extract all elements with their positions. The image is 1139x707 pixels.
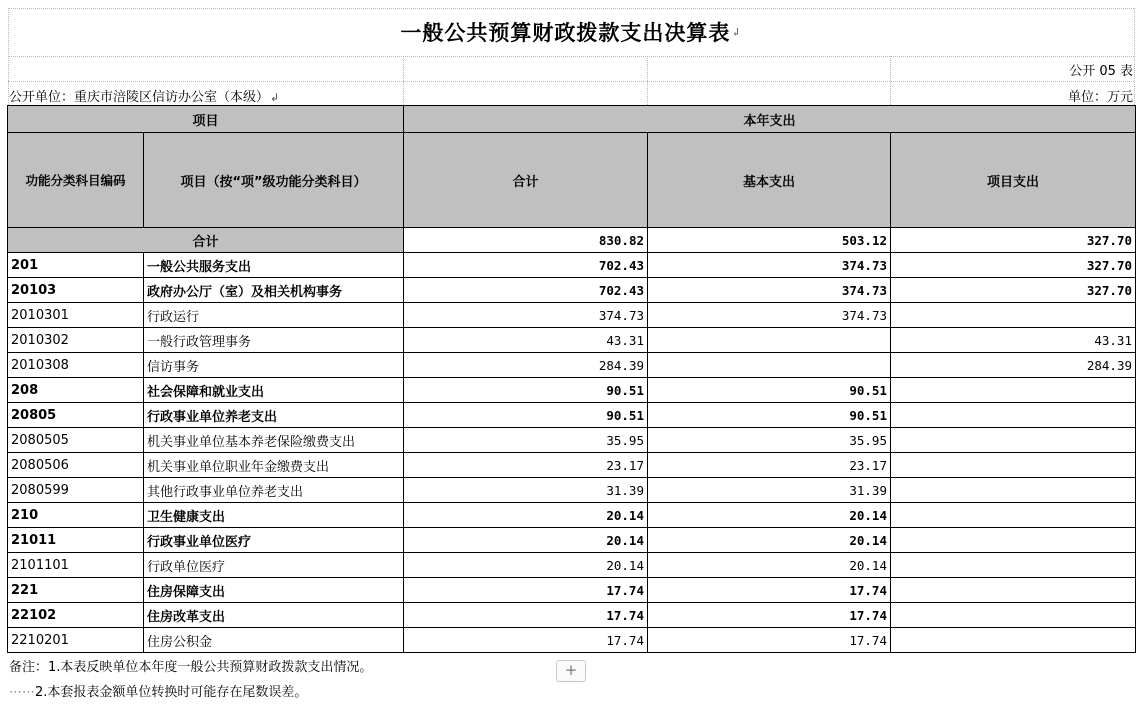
table-row [8,553,1136,578]
row-project [891,553,1136,578]
unit-line [9,86,279,105]
row-total: 43.31 [404,328,648,353]
row-code: 221 [8,578,144,603]
row-total: 374.73 [404,303,648,328]
row-project: 327.70 [891,253,1136,278]
row-name: 住房公积金 [144,628,404,653]
note-1: 备注：1.本表反映单位本年度一般公共预算财政拨款支出情况。 [9,660,373,675]
row-code: 2080506 [8,453,144,478]
row-total: 17.74 [404,578,648,603]
row-total: 23.17 [404,453,648,478]
report-title-text: 一般公共预算财政拨款支出决算表 [400,20,731,45]
row-project [891,503,1136,528]
row-basic: 17.74 [648,603,891,628]
unit-name: 重庆市涪陵区信访办公室（本级） [74,90,270,105]
row-name: 信访事务 [144,353,404,378]
row-total: 90.51 [404,378,648,403]
total-row-project: 327.70 [891,228,1136,253]
table-row [8,253,1136,278]
note-indent: ⋯⋯ [9,685,35,700]
table-row [8,403,1136,428]
header-code: 功能分类科目编码 [8,133,144,228]
total-row-total: 830.82 [404,228,648,253]
expenditure-table [7,105,1136,653]
row-name: 政府办公厅（室）及相关机构事务 [144,278,404,303]
row-project: 327.70 [891,278,1136,303]
row-code: 2010308 [8,353,144,378]
row-basic: 17.74 [648,628,891,653]
row-project [891,428,1136,453]
table-row [8,353,1136,378]
row-total: 20.14 [404,553,648,578]
row-code: 2080599 [8,478,144,503]
row-basic: 31.39 [648,478,891,503]
row-basic: 20.14 [648,503,891,528]
row-basic: 20.14 [648,553,891,578]
row-code: 21011 [8,528,144,553]
row-code: 20805 [8,403,144,428]
table-row [8,603,1136,628]
row-name: 机关事业单位基本养老保险缴费支出 [144,428,404,453]
total-row-label: 合计 [8,228,404,253]
table-row [8,478,1136,503]
row-project [891,303,1136,328]
row-code: 201 [8,253,144,278]
money-unit: 单位：万元 [1067,90,1133,105]
table-row [8,378,1136,403]
row-project [891,378,1136,403]
row-basic [648,328,891,353]
row-total: 90.51 [404,403,648,428]
table-row [8,453,1136,478]
row-name: 卫生健康支出 [144,503,404,528]
row-total: 17.74 [404,628,648,653]
table-row [8,503,1136,528]
row-code: 2010302 [8,328,144,353]
paragraph-mark: ↲ [731,25,742,39]
row-basic: 374.73 [648,278,891,303]
row-name: 社会保障和就业支出 [144,378,404,403]
row-code: 22102 [8,603,144,628]
row-total: 20.14 [404,528,648,553]
table-row [8,303,1136,328]
report-title [8,8,1134,56]
row-name: 住房保障支出 [144,578,404,603]
row-code: 2010301 [8,303,144,328]
row-name: 一般行政管理事务 [144,328,404,353]
header-basic: 基本支出 [648,133,891,228]
form-number: 公开 05 表 [1069,64,1133,79]
row-total: 702.43 [404,253,648,278]
header-item-group: 项目 [8,106,404,133]
row-project [891,403,1136,428]
row-basic [648,353,891,378]
paragraph-mark: ↲ [270,91,280,104]
row-code: 2210201 [8,628,144,653]
row-project [891,528,1136,553]
total-row [8,228,1136,253]
header-total: 合计 [404,133,648,228]
total-row-basic: 503.12 [648,228,891,253]
row-basic: 90.51 [648,403,891,428]
row-name: 行政事业单位医疗 [144,528,404,553]
row-basic: 20.14 [648,528,891,553]
row-name: 一般公共服务支出 [144,253,404,278]
row-project [891,478,1136,503]
row-total: 35.95 [404,428,648,453]
row-name: 住房改革支出 [144,603,404,628]
row-basic: 90.51 [648,378,891,403]
row-code: 208 [8,378,144,403]
row-basic: 23.17 [648,453,891,478]
unit-label: 公开单位： [9,90,75,105]
row-name: 行政运行 [144,303,404,328]
row-project: 43.31 [891,328,1136,353]
row-project [891,578,1136,603]
row-basic: 374.73 [648,303,891,328]
row-total: 702.43 [404,278,648,303]
header-spend-group: 本年支出 [404,106,1136,133]
row-project [891,603,1136,628]
note-2: 2.本套报表金额单位转换时可能存在尾数误差。 [35,685,308,700]
table-row [8,328,1136,353]
row-project: 284.39 [891,353,1136,378]
table-row [8,278,1136,303]
row-code: 2101101 [8,553,144,578]
row-basic: 35.95 [648,428,891,453]
row-total: 17.74 [404,603,648,628]
header-name: 项目（按“项”级功能分类科目） [144,133,404,228]
add-row-button[interactable]: + [556,660,586,682]
row-basic: 17.74 [648,578,891,603]
table-row [8,428,1136,453]
header-project: 项目支出 [891,133,1136,228]
row-basic: 374.73 [648,253,891,278]
row-name: 行政事业单位养老支出 [144,403,404,428]
row-code: 20103 [8,278,144,303]
table-row [8,628,1136,653]
row-project [891,628,1136,653]
row-project [891,453,1136,478]
row-total: 284.39 [404,353,648,378]
row-code: 2080505 [8,428,144,453]
row-total: 20.14 [404,503,648,528]
row-name: 机关事业单位职业年金缴费支出 [144,453,404,478]
note-2-line [9,681,307,700]
table-row [8,528,1136,553]
row-code: 210 [8,503,144,528]
row-name: 其他行政事业单位养老支出 [144,478,404,503]
row-name: 行政单位医疗 [144,553,404,578]
table-row [8,578,1136,603]
row-total: 31.39 [404,478,648,503]
